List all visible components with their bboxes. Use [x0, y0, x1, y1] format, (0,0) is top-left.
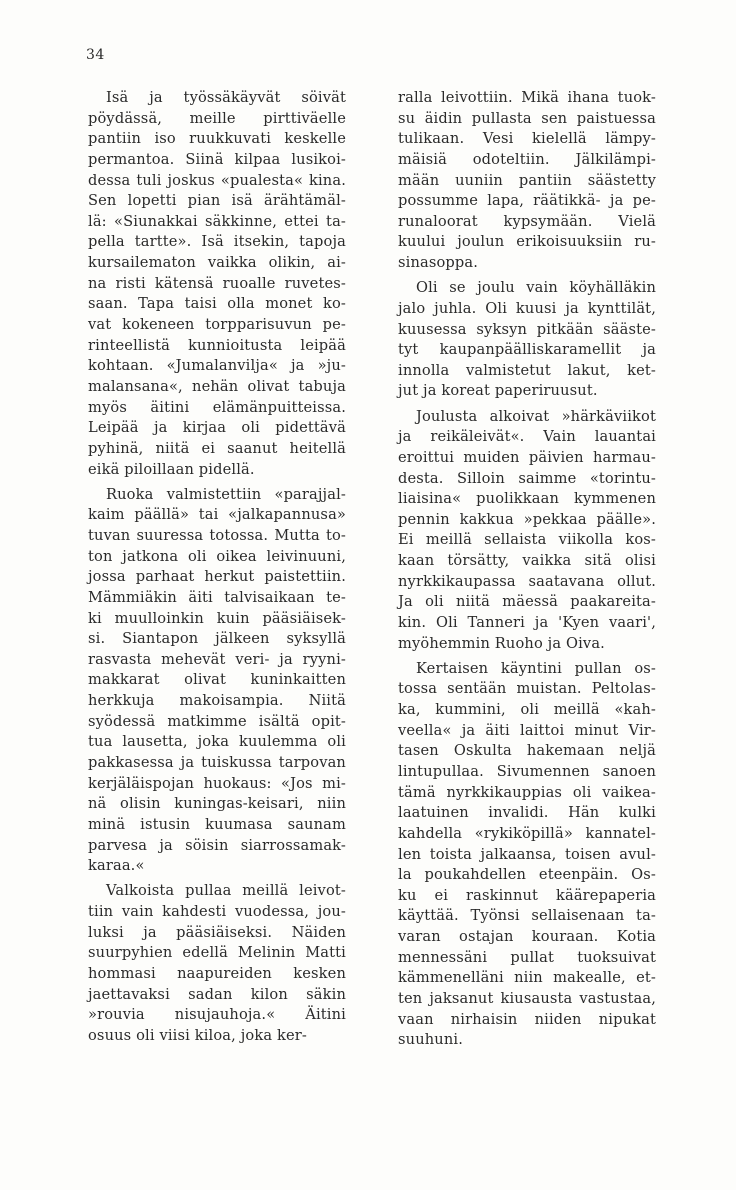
text-line: si. Siantapon jälkeen syksyllä — [88, 630, 346, 648]
text-line: malansana«, nehän olivat tabuja — [88, 377, 346, 395]
text-line: kuusessa syksyn pitkään sääste- — [398, 320, 656, 338]
text-line: Sen lopetti pian isä ärähtämäl- — [88, 192, 346, 210]
paragraph — [88, 88, 346, 480]
text-line: ton jatkona oli oikea leivinuuni, — [88, 547, 346, 565]
text-line: myöhemmin Ruoho ja Oiva. — [398, 634, 605, 652]
text-line: permantoa. Siinä kilpaa lusikoi- — [88, 150, 346, 168]
text-line: sinasoppa. — [398, 254, 479, 272]
text-line: »rouvia nisujauhoja.« Äitini — [88, 1006, 346, 1024]
text-line: jalo juhla. Oli kuusi ja kynttilät, — [398, 299, 656, 317]
text-line: myös äitini elämänpuitteissa. — [88, 398, 346, 416]
text-line: Mämmiäkin äiti talvisaikaan te- — [88, 588, 346, 606]
left-text-column — [88, 88, 346, 1046]
text-line: rasvasta mehevät veri- ja ryyni- — [88, 650, 346, 668]
text-line: jaettavaksi sadan kilon säkin — [88, 985, 346, 1003]
text-line: kerjäläispojan huokaus: «Jos mi- — [88, 774, 346, 792]
text-line: eroittui muiden päivien harmau- — [398, 448, 656, 466]
text-line: Valkoista pullaa meillä leivot- — [106, 882, 346, 900]
text-line: Kertaisen käyntini pullan os- — [416, 659, 656, 677]
paragraph — [88, 485, 346, 877]
text-line: kohtaan. «Jumalanvilja« ja »ju- — [88, 357, 346, 375]
text-line: su äidin pullasta sen paistuessa — [398, 109, 656, 127]
text-line: possumme lapa, räätikkä- ja pe- — [398, 192, 656, 210]
text-line: pella tartte». Isä itsekin, tapoja — [88, 233, 346, 251]
text-line: runaloorat kypsymään. Vielä — [398, 212, 656, 230]
text-line: jossa parhaat herkut paistettiin. — [88, 568, 346, 586]
text-line: rinteellistä kunnioitusta leipää — [88, 336, 346, 354]
text-line: tämä nyrkkikauppias oli vaikea- — [398, 783, 656, 801]
text-line: eikä piloillaan pidellä. — [88, 460, 255, 478]
paragraph — [398, 659, 656, 1051]
paragraph — [398, 88, 656, 274]
text-line: lä: «Siunakkai säkkinne, ettei ta- — [88, 212, 346, 230]
text-line: kin. Oli Tanneri ja 'Kyen vaari', — [398, 614, 656, 632]
text-line: herkkuja makoisampia. Niitä — [88, 692, 346, 710]
text-line: suurpyhien edellä Melinin Matti — [88, 944, 346, 962]
text-line: laatuinen invalidi. Hän kulki — [398, 804, 656, 822]
text-line: ku ei raskinnut käärepaperia — [398, 886, 656, 904]
text-line: pöydässä, meille pirttiväelle — [88, 109, 346, 127]
text-line: vaan nirhaisin niiden nipukat — [398, 1010, 656, 1028]
paragraph — [398, 278, 656, 402]
text-line: liaisina« puolikkaan kymmenen — [398, 490, 656, 508]
text-line: Isä ja työssäkäyvät söivät — [106, 89, 346, 106]
text-line: kursailematon vaikka olikin, ai- — [88, 254, 346, 272]
text-line: parvesa ja söisin siarrossamak- — [88, 836, 346, 854]
text-line: kahdella «rykiköpillä» kannatel- — [398, 824, 656, 842]
text-line: len toista jalkaansa, toisen avul- — [398, 845, 656, 863]
text-line: syödessä matkimme isältä opit- — [88, 712, 346, 730]
paragraph — [88, 881, 346, 1046]
right-text-column — [398, 88, 656, 1051]
text-line: kämmenelläni niin makealle, et- — [398, 969, 656, 987]
text-line: veella« ja äiti laittoi minut Vir- — [398, 721, 656, 739]
text-line: kaan törsätty, vaikka sitä olisi — [398, 552, 656, 570]
text-line: minä istusin kuumasa saunam — [88, 815, 346, 833]
text-line: hommasi naapureiden kesken — [88, 964, 346, 982]
text-line: ja reikäleivät«. Vain lauantai — [398, 428, 656, 446]
text-line: varan ostajan kouraan. Kotia — [398, 928, 656, 946]
text-line: kaim päällä» tai «jalkapannusa» — [88, 506, 346, 524]
paragraph — [398, 407, 656, 655]
text-line: tiin vain kahdesti vuodessa, jou- — [88, 902, 346, 920]
text-line: tasen Oskulta hakemaan neljä — [398, 742, 656, 760]
text-line: jut ja koreat paperiruusut. — [398, 382, 598, 400]
text-line: mäisiä odoteltiin. Jälkilämpi- — [398, 150, 656, 168]
text-line: la poukahdellen eteenpäin. Os- — [398, 866, 656, 884]
text-line: mennessäni pullat tuoksuivat — [398, 948, 656, 966]
text-line: Ei meillä sellaista viikolla kos- — [398, 531, 656, 549]
text-line: desta. Silloin saimme «torintu- — [398, 469, 656, 487]
text-line: tua lausetta, joka kuulemma oli — [88, 733, 346, 751]
text-line: suuhuni. — [398, 1031, 463, 1049]
text-line: pennin kakkua »pekkaa päälle». — [398, 510, 656, 528]
text-line: ka, kummini, oli meillä «kah- — [398, 701, 656, 719]
text-line: Joulusta alkoivat »härkäviikot — [416, 407, 656, 425]
text-line: saan. Tapa taisi olla monet ko- — [88, 295, 346, 313]
text-line: tuvan suuressa totossa. Mutta to- — [88, 526, 346, 544]
text-line: tyt kaupanpäälliskaramellit ja — [398, 341, 656, 359]
text-line: käyttää. Työnsi sellaisenaan ta- — [398, 907, 656, 925]
page-number: 34 — [86, 47, 105, 63]
text-line: osuus oli viisi kiloa, joka ker- — [88, 1026, 307, 1044]
text-line: ralla leivottiin. Mikä ihana tuok- — [398, 89, 656, 106]
text-line: ki muulloinkin kuin pääsiäisek- — [88, 609, 346, 627]
text-line: na risti kätensä ruoalle ruvetes- — [88, 274, 346, 292]
text-line: innolla valmistetut lakut, ket- — [398, 361, 656, 379]
text-line: nyrkkikaupassa saatavana ollut. — [398, 572, 656, 590]
text-line: Ruoka valmistettiin «parajjal- — [106, 485, 346, 503]
text-line: pakkasessa ja tuiskussa tarpovan — [88, 754, 346, 771]
text-line: kuului joulun erikoisuuksiin ru- — [398, 233, 656, 251]
text-line: pyhinä, niitä ei saanut heitellä — [88, 439, 346, 457]
text-line: luksi ja pääsiäiseksi. Näiden — [88, 923, 346, 941]
text-line: lintupullaa. Sivumennen sanoen — [398, 763, 656, 780]
text-line: tulikaan. Vesi kielellä lämpy- — [398, 130, 656, 148]
text-line: tossa sentään muistan. Peltolas- — [398, 680, 656, 698]
text-line: Ja oli niitä mäessä paakareita- — [398, 593, 656, 611]
text-line: mään uuniin pantiin säästetty — [398, 171, 656, 189]
text-line: ten jaksanut kiusausta vastustaa, — [398, 990, 656, 1008]
text-line: makkarat olivat kuninkaitten — [88, 671, 346, 689]
text-line: karaa.« — [88, 857, 145, 875]
text-line: Leipää ja kirjaa oli pidettävä — [88, 419, 346, 437]
text-line: dessa tuli joskus «pualesta« kina. — [88, 171, 346, 189]
text-line: pantiin iso ruukkuvati keskelle — [88, 130, 346, 148]
text-line: vat kokeneen torpparisuvun pe- — [88, 316, 346, 334]
text-line: nä olisin kuningas-keisari, niin — [88, 795, 346, 813]
text-line: Oli se joulu vain köyhälläkin — [416, 279, 656, 297]
